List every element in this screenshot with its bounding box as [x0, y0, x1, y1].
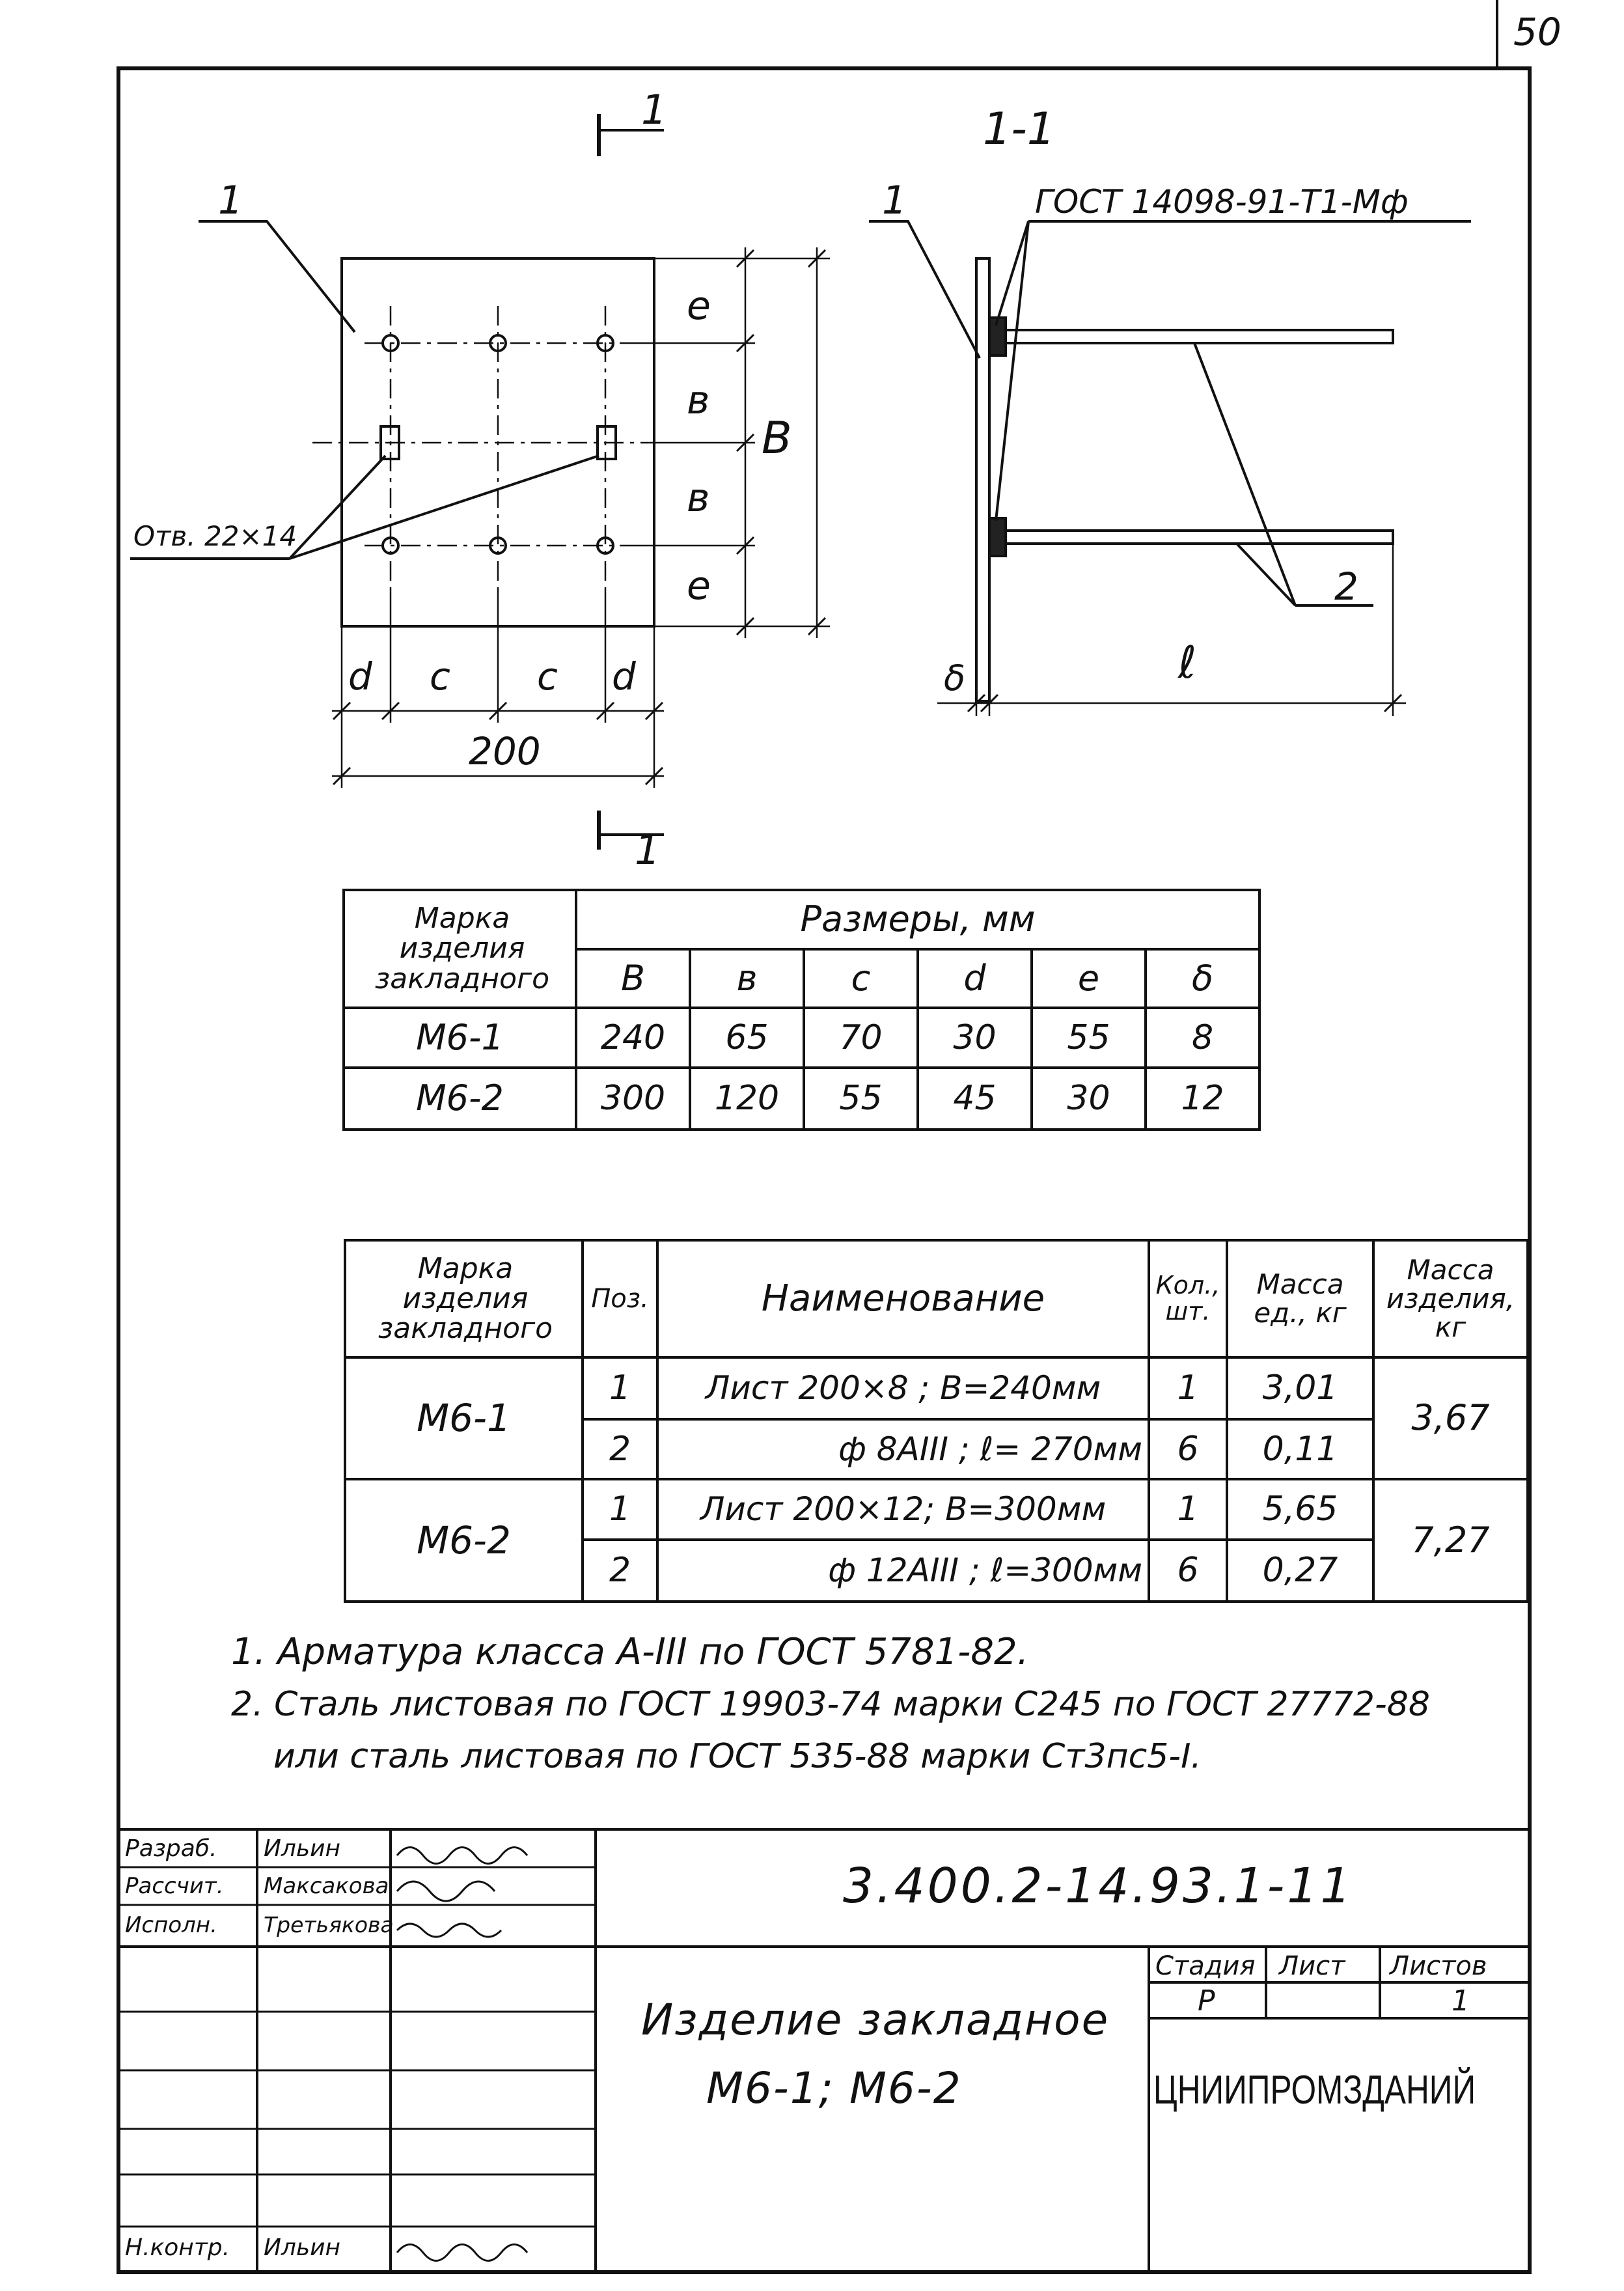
spec-qty: 6	[1177, 1551, 1199, 1590]
size-cell: 30	[953, 1018, 997, 1057]
hole-label: Отв. 22×14	[133, 520, 297, 552]
spec-group-mark: М6-2	[417, 1518, 511, 1562]
spec-pos: 1	[609, 1490, 631, 1529]
dim-b-upper: в	[687, 378, 710, 423]
spec-head-mass-unit: Масса ед., кг	[1254, 1268, 1347, 1329]
spec-head-name: Наименование	[761, 1277, 1045, 1320]
dim-delta: δ	[944, 658, 966, 699]
size-col-delta: δ	[1191, 957, 1214, 999]
spec-mass: 3,01	[1262, 1368, 1338, 1408]
spec-group-total: 3,67	[1411, 1397, 1490, 1439]
section-mark-top: 1	[641, 86, 667, 133]
spec-pos: 1	[609, 1368, 631, 1408]
spec-mass: 0,11	[1262, 1429, 1338, 1469]
organization: ЦНИИПРОМЗДАНИЙ	[1153, 2068, 1476, 2113]
dim-c-left: с	[430, 654, 450, 699]
spec-pos: 2	[609, 1551, 631, 1590]
size-col-B: В	[620, 957, 646, 999]
spec-head-mark: Марка изделия закладного	[378, 1251, 553, 1346]
spec-name: ф 12АIII ; ℓ=300мм	[828, 1551, 1142, 1590]
size-cell: 30	[1067, 1079, 1110, 1118]
size-col-e: е	[1077, 957, 1100, 999]
dim-width: 200	[469, 729, 541, 773]
size-table-head-mark: Марка изделия закладного	[374, 902, 550, 995]
role-label: Разраб.	[125, 1835, 217, 1862]
spec-head-qty: Кол., шт.	[1155, 1271, 1220, 1326]
size-cell: 300	[600, 1079, 666, 1118]
title-line-1: Изделие закладное	[641, 1995, 1110, 2045]
control-role: Н.контр.	[125, 2234, 230, 2261]
size-cell: 55	[839, 1079, 883, 1118]
dim-d-right: d	[612, 654, 636, 699]
size-cell: 120	[714, 1079, 780, 1118]
size-cell: 45	[953, 1079, 997, 1118]
spec-name: Лист 200×8 ; В=240мм	[705, 1369, 1101, 1408]
dim-b-lower: в	[687, 475, 710, 521]
sheet-label: Лист	[1279, 1951, 1345, 1981]
spec-group-total: 7,27	[1411, 1519, 1490, 1561]
size-row-mark: М6-1	[416, 1016, 504, 1058]
role-name: Ильин	[264, 1835, 341, 1862]
section-mark-bottom: 1	[635, 826, 661, 874]
stage-value: Р	[1198, 1984, 1215, 2018]
size-col-b: в	[736, 957, 758, 999]
drawing-code: 3.400.2-14.93.1-11	[843, 1858, 1354, 1914]
spec-head-pos: Поз.	[591, 1284, 649, 1314]
note-2: 2. Сталь листовая по ГОСТ 19903-74 марки С245 по ГОСТ 27772-88	[231, 1685, 1430, 1724]
role-name: Третьякова	[264, 1912, 394, 1937]
size-cell: 8	[1191, 1018, 1214, 1057]
size-col-d: d	[963, 957, 986, 999]
size-cell: 12	[1181, 1079, 1224, 1118]
callout-plate-right: 1	[882, 178, 907, 223]
role-name: Максакова	[264, 1873, 389, 1899]
size-cell: 240	[600, 1018, 666, 1057]
size-cell: 55	[1067, 1018, 1110, 1057]
dim-d-left: d	[348, 654, 372, 699]
size-cell: 65	[725, 1018, 769, 1057]
spec-name: ф 8АIII ; ℓ= 270мм	[838, 1430, 1142, 1468]
sheets-value: 1	[1452, 1984, 1470, 2018]
spec-mass: 5,65	[1262, 1490, 1338, 1529]
spec-head-mass-total: Масса изделия, кг	[1386, 1253, 1515, 1344]
note-2-cont: или сталь листовая по ГОСТ 535-88 марки Ст3пс5-I.	[273, 1737, 1202, 1776]
spec-pos: 2	[609, 1429, 631, 1469]
spec-mass: 0,27	[1262, 1551, 1338, 1590]
stage-label: Стадия	[1155, 1951, 1256, 1981]
size-table-head-dims: Размеры, мм	[800, 898, 1036, 940]
role-label: Исполн.	[125, 1912, 217, 1938]
title-line-2: М6-1; М6-2	[706, 2063, 962, 2113]
callout-plate-left: 1	[218, 178, 243, 223]
section-title: 1-1	[983, 104, 1056, 155]
dim-e-top: е	[687, 283, 711, 329]
note-1: 1. Арматура класса А-III по ГОСТ 5781-82.	[231, 1631, 1029, 1673]
spec-qty: 6	[1177, 1429, 1199, 1469]
role-label: Рассчит.	[125, 1873, 224, 1899]
sheets-label: Листов	[1390, 1951, 1487, 1981]
dim-B: В	[762, 413, 792, 464]
sheet-number: 50	[1513, 10, 1562, 54]
size-row-mark: М6-2	[416, 1077, 504, 1119]
weld-standard-label: ГОСТ 14098-91-Т1-Мф	[1035, 183, 1409, 221]
spec-qty: 1	[1177, 1368, 1199, 1408]
spec-group-mark: М6-1	[417, 1396, 511, 1441]
callout-rebar: 2	[1334, 564, 1358, 609]
control-name: Ильин	[264, 2234, 341, 2261]
size-col-c: с	[851, 957, 871, 999]
dim-e-bottom: е	[687, 563, 711, 609]
dim-c-right: с	[537, 654, 558, 699]
spec-name: Лист 200×12; В=300мм	[700, 1490, 1107, 1529]
dim-l: ℓ	[1178, 637, 1197, 689]
spec-qty: 1	[1177, 1490, 1199, 1529]
size-cell: 70	[839, 1018, 883, 1057]
